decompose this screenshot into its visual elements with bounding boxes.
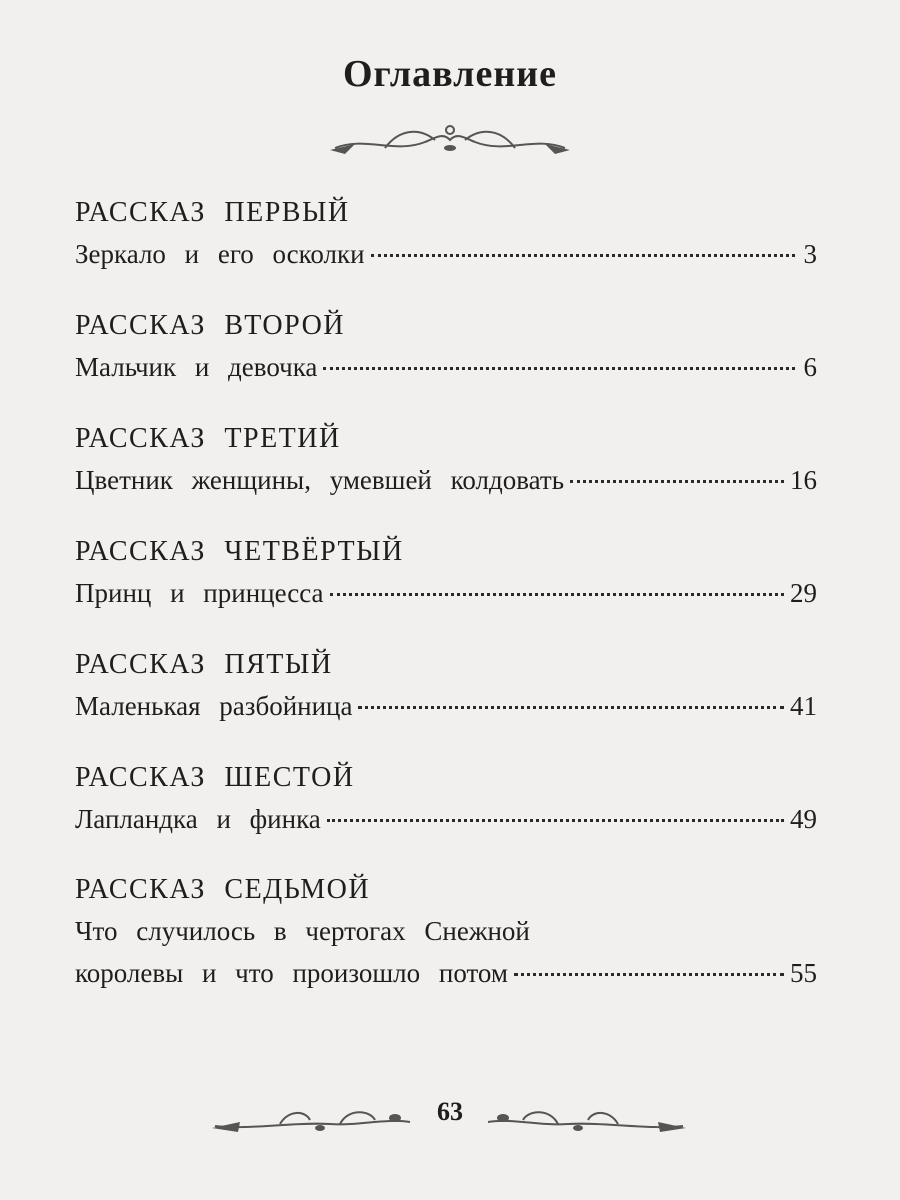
toc-entry (75, 689, 817, 723)
toc-entry-title: Мальчик и девочка (75, 352, 318, 382)
toc-entry-title: Маленькая разбойница (75, 691, 353, 721)
toc-section (75, 535, 817, 610)
dot-leader (323, 361, 795, 370)
toc-section (75, 873, 817, 990)
toc-section (75, 196, 817, 271)
dot-leader (514, 967, 784, 976)
toc-section (75, 648, 817, 723)
toc-entry (75, 350, 817, 384)
toc-page-number: 49 (790, 804, 817, 834)
dot-leader (371, 248, 795, 257)
dot-leader (570, 474, 784, 483)
toc-page-number: 6 (803, 352, 817, 382)
toc-page-number: 3 (803, 239, 817, 269)
chapter-heading: РАССКАЗ ТРЕТИЙ (75, 423, 341, 454)
toc-entry (75, 237, 817, 271)
toc-entry-title: Принц и принцесса (75, 578, 324, 608)
chapter-heading: РАССКАЗ ПЯТЫЙ (75, 649, 333, 680)
toc-section (75, 309, 817, 384)
toc-entry (75, 576, 817, 610)
toc-page-number: 41 (790, 691, 817, 721)
page-title: Оглавление (342, 53, 558, 95)
chapter-heading: РАССКАЗ ВТОРОЙ (75, 310, 346, 341)
toc-section (75, 761, 817, 836)
ornament-flourish-icon (478, 1100, 688, 1140)
dot-leader (327, 813, 784, 822)
chapter-heading: РАССКАЗ ЧЕТВЁРТЫЙ (75, 536, 404, 567)
toc-entry (75, 802, 817, 836)
chapter-heading: РАССКАЗ ПЕРВЫЙ (75, 197, 350, 228)
dot-leader (330, 587, 784, 596)
toc-entry (75, 463, 817, 497)
chapter-heading: РАССКАЗ ШЕСТОЙ (75, 762, 355, 793)
toc-page-number: 55 (790, 958, 817, 988)
toc-entry-title: королевы и что произошло потом (75, 958, 508, 988)
dot-leader (358, 700, 784, 709)
toc-page-number: 16 (790, 465, 817, 495)
toc-entry-title-line1: Что случилось в чертогах Снежной (75, 916, 530, 946)
toc-section (75, 422, 817, 497)
toc-entry-title: Цветник женщины, умевшей колдовать (75, 465, 565, 495)
toc-page-number: 29 (790, 578, 817, 608)
page-number: 63 (437, 1097, 463, 1126)
ornament-flourish-icon (325, 118, 575, 162)
toc-entry (75, 956, 817, 990)
toc-entry-title: Лапландка и финка (75, 804, 321, 834)
chapter-heading: РАССКАЗ СЕДЬМОЙ (75, 874, 371, 905)
toc-entry-title: Зеркало и его осколки (75, 239, 365, 269)
